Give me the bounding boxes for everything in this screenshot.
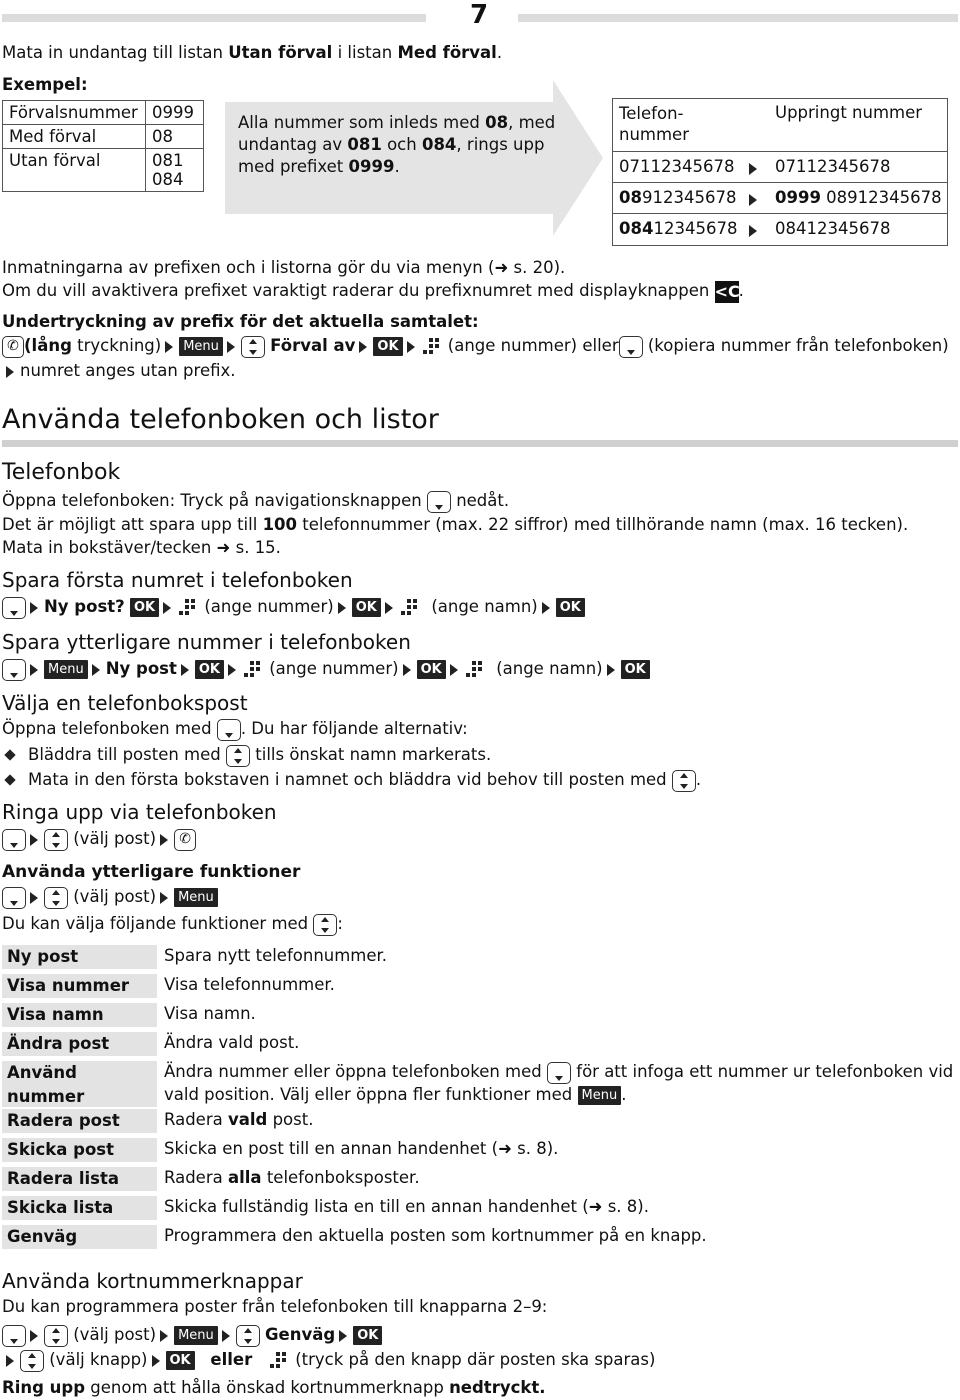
speed-intro: Du kan programmera poster från telefonboken till knapparna 2–9: [2,1297,548,1316]
arrow-icon [749,163,757,175]
keypad-icon [399,597,421,619]
speed-steps-1: (välj post) Menu Genväg OK [2,1324,382,1347]
table-row: 08912345678 [619,188,737,207]
nav-down-icon [547,1062,571,1084]
save-more-steps: Menu Ny post OK (ange nummer) OK (ange namn) OK [2,658,650,681]
menu-key-icon: Menu [44,660,88,679]
nav-up-down-icon [313,914,337,936]
list-item: Bläddra till posten med tills önskat namn markerats. [2,744,491,767]
header-bar-right [518,14,958,22]
arrow-icon [749,194,757,206]
ok-key-icon: OK [195,660,224,679]
table-row: Med förval 08 [3,125,204,149]
menu-key-icon: Menu [174,1326,218,1345]
ok-key-icon: OK [353,1326,382,1345]
more-func-intro: Du kan välja följande funktioner med : [2,913,343,936]
nav-down-icon [217,719,241,741]
save-first-title: Spara första numret i telefonboken [2,568,353,592]
nav-up-down-icon [241,336,265,358]
keypad-icon [242,659,264,681]
pb-open: Öppna telefonboken: Tryck på navigationsknappen nedåt. [2,490,509,513]
nav-up-down-icon [226,745,250,767]
call-key-icon: ✆ [174,829,196,851]
ok-key-icon: OK [621,660,650,679]
list-item: Mata in den första bokstaven i namnet och bläddra vid behov till posten med . [2,769,701,792]
suppress-title: Undertryckning av prefix för det aktuella samtalet: [2,312,479,331]
table-row: Förvalsnummer 0999 [3,101,204,125]
nav-down-icon [2,829,26,851]
pb-capacity: Det är möjligt att spara upp till 100 telefonnummer (max. 22 siffror) med tillhörande namn (max. 16 tecken). [2,515,909,534]
dial-title: Ringa upp via telefonboken [2,800,277,824]
nav-up-down-icon [44,829,68,851]
nav-up-down-icon [44,887,68,909]
dial-table: Telefon- nummer Uppringt nummer 07112345678 07112345678 08912345678 0999 08912345678 08412345678 08412345678 [612,98,948,246]
menu-key-icon: Menu [578,1086,622,1105]
keypad-icon [421,336,443,358]
nav-down-icon [2,597,26,619]
speed-steps-3: Ring upp genom att hålla önskad kortnummerknapp nedtryckt. [2,1378,546,1397]
table-row: Utan förval 081 084 [3,149,204,192]
nav-up-down-icon [20,1350,44,1372]
more-func-steps: (välj post) Menu [2,886,218,909]
phonebook-title: Telefonbok [2,460,121,485]
save-more-title: Spara ytterligare nummer i telefonboken [2,630,411,654]
arrow-text: Alla nummer som inleds med 08, med undantag av 081 och 084, rings upp med prefixet 0999. [238,113,556,176]
bullet-icon [4,774,15,785]
section-title: Använda telefonboken och listor [2,404,439,435]
example-label: Exempel: [2,75,88,94]
speed-steps-2: (välj knapp) OK eller (tryck på den knapp där posten ska sparas) [2,1349,655,1372]
ok-key-icon: OK [373,337,402,356]
nav-down-icon [619,336,643,358]
ok-key-icon: OK [417,660,446,679]
call-key-icon: ✆ [2,336,24,358]
prefix-table [2,100,204,192]
ok-key-icon: OK [352,598,381,617]
keypad-icon [268,1350,290,1372]
more-func-title: Använda ytterligare funktioner [2,862,301,882]
nav-up-down-icon [236,1325,260,1347]
keypad-icon [464,659,486,681]
table-row: 07112345678 [619,157,735,176]
bullet-icon [4,749,15,760]
ok-key-icon: OK [166,1351,195,1370]
dial-col1-header: Telefon- nummer [619,104,689,144]
menu-key-icon: Menu [179,337,223,356]
speed-title: Använda kortnummerknappar [2,1269,303,1293]
ok-key-icon: OK [130,598,159,617]
dial-col2-header: Uppringt nummer [775,103,923,122]
pb-chars: Mata in bokstäver/tecken ➜ s. 15. [2,538,281,557]
table-row: 08412345678 [619,219,738,238]
keypad-icon [177,597,199,619]
select-title: Välja en telefonbokspost [2,691,248,715]
suppress-result: numret anges utan prefix. [2,360,236,382]
nav-down-icon [2,659,26,681]
clear-key-icon: <C [714,281,740,301]
intro-text: Mata in undantag till listan Utan förval i listan Med förval. [2,43,503,62]
note-menu: Inmatningarna av prefixen och i listorna gör du via menyn (➜ s. 20). [2,258,566,277]
select-intro: Öppna telefonboken med . Du har följande alternativ: [2,718,468,741]
save-first-steps: Ny post? OK (ange nummer) OK (ange namn) OK [2,596,585,619]
dial-steps: (välj post) ✆ [2,828,196,851]
menu-key-icon: Menu [174,888,218,907]
ok-key-icon: OK [556,598,585,617]
suppress-steps: ✆ (lång tryckning) Menu Förval av OK (ange nummer) eller (kopiera nummer från telefonboken) [2,335,949,358]
page-number: 7 [470,0,489,30]
note-deactivate: Om du vill avaktivera prefixet varaktigt raderar du prefixnumret med displayknappen <C. [2,281,744,301]
arrow-icon [749,225,757,237]
nav-down-icon [427,491,451,513]
section-divider [2,440,958,447]
nav-down-icon [2,887,26,909]
nav-up-down-icon [672,770,696,792]
nav-down-icon [2,1325,26,1347]
header-bar-left [2,14,426,22]
arrow-icon [165,341,173,353]
nav-up-down-icon [44,1325,68,1347]
